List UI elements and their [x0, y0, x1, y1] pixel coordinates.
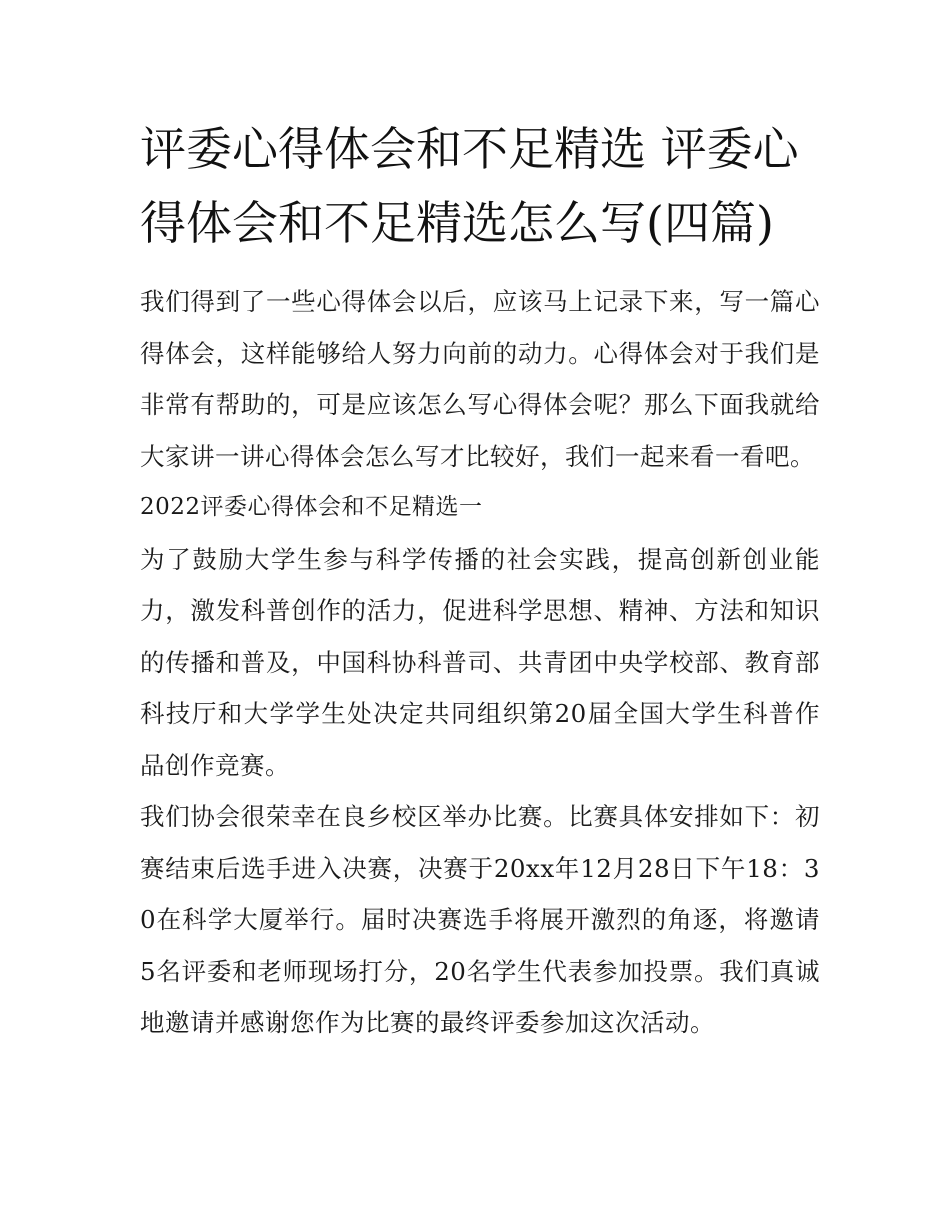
body-paragraph: 我们协会很荣幸在良乡校区举办比赛。比赛具体安排如下：初赛结束后选手进入决赛，决赛于20xx年12月28日下午18：30在科学大厦举行。届时决赛选手将展开激烈的角逐，将邀请5名评委和老师现场打分，20名学生代表参加投票。我们真诚地邀请并感谢您作为比赛的最终评委参加这次活动。 — [140, 802, 820, 1037]
body-paragraph: 为了鼓励大学生参与科学传播的社会实践，提高创新创业能力，激发科普创作的活力，促进科学思想、精神、方法和知识的传播和普及，中国科协科普司、共青团中央学校部、教育部科技厅和大学学生处决定共同组织第20届全国大学生科普作品创作竞赛。 — [140, 544, 820, 780]
section-heading: 2022评委心得体会和不足精选一 — [140, 494, 483, 520]
document-page — [140, 112, 820, 1049]
document-title: 评委心得体会和不足精选 评委心得体会和不足精选怎么写(四篇) — [140, 122, 799, 250]
intro-paragraph: 我们得到了一些心得体会以后，应该马上记录下来，写一篇心得体会，这样能够给人努力向前的动力。心得体会对于我们是非常有帮助的，可是应该怎么写心得体会呢？那么下面我就给大家讲一讲心得体会怎么写才比较好，我们一起来看一看吧。 — [140, 287, 820, 471]
